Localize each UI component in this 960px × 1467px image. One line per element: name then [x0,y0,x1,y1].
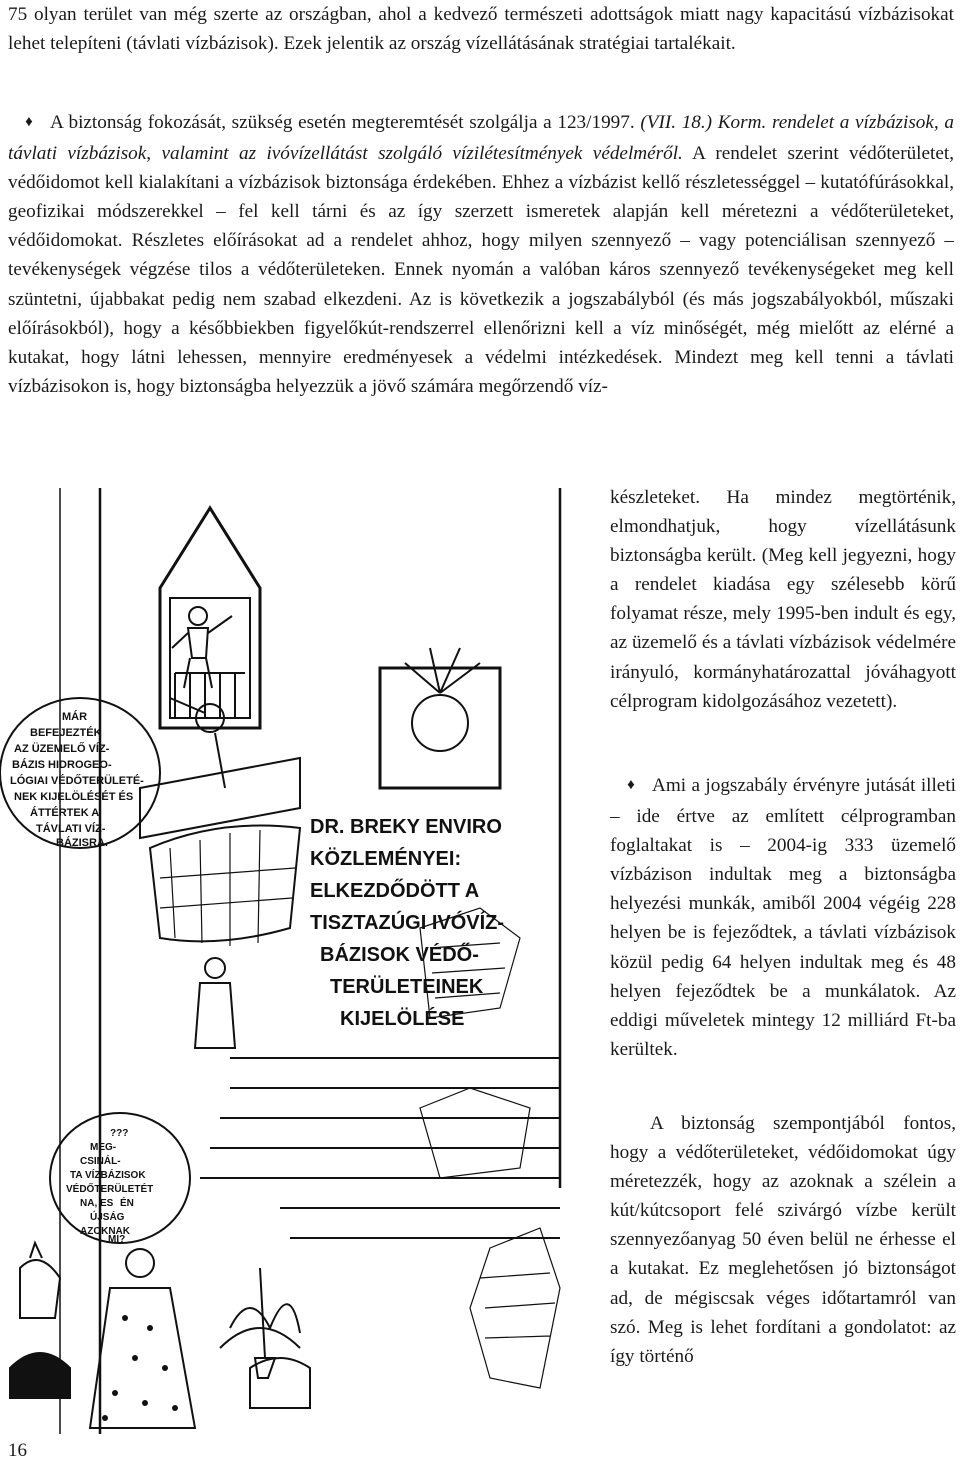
sign-line: DR. BREKY ENVIRO [310,816,502,838]
sign-line: TERÜLETEINEK [330,976,484,998]
speech-bubble-upper [10,710,144,849]
diamond-bullet-icon: ♦ [25,114,33,130]
svg-text:AZOKNAK: AZOKNAK [80,1226,130,1237]
svg-text:???: ??? [110,1128,129,1139]
intro-paragraph: 75 olyan terület van még szerte az országban, ahol a kedvező természeti adottságok miatt nagy kapacitású vízbázisokat lehet telepíteni (távlati vízbázisok). Ezek jelentik az ország vízellátásának stratégiai tartalékait. [8,4,954,55]
sign-line: BÁZISOK VÉDŐ- [320,944,479,966]
svg-text:LÓGIAI VÉDŐTERÜLETÉ-: LÓGIAI VÉDŐTERÜLETÉ- [10,775,144,787]
sign-line: ELKEZDŐDÖTT A [310,880,480,902]
svg-text:ÁTTÉRTEK A: ÁTTÉRTEK A [30,807,100,819]
svg-text:BÁZISRA.: BÁZISRA. [56,837,108,849]
cartoon-illustration [0,488,604,1434]
safety-paragraph: A biztonság szempontjából fontos, hogy a védőterületeket, védőidomokat úgy méretezzék, hogy az azoknak a szélein a kút/kútcsoport felé szivárgó vízbe került szennyezőanyag 50 éven belül ne érhesse el a kutakat. Ez meglehetősen jó biztonságot ad, de mégiscsak véges időtartamról van szó. Meg is lehet fordítani a gondolatot: az így történő [610,1113,956,1367]
decree-title: (VII. 18.) Korm. rendelet a vízbázisok, a távlati vízbázisok, valamint az ivóvízellátást szolgáló vízilétesítmények védelméről. [8,112,954,165]
svg-text:NEK KIJELÖLÉSÉT ÉS: NEK KIJELÖLÉSÉT ÉS [14,791,134,803]
svg-text:AZ ÜZEMELŐ VÍZ-: AZ ÜZEMELŐ VÍZ- [14,743,110,755]
sign-line: KÖZLEMÉNYEI: [310,848,462,870]
svg-text:VÉDŐTERÜLETÉT: VÉDŐTERÜLETÉT [66,1184,154,1195]
svg-text:CSINÁL-: CSINÁL- [80,1156,121,1167]
column-continuation: készleteket. Ha mindez megtörténik, elmondhatjuk, hogy vízellátásunk biztonságba került. (Meg kell jegyezni, hogy a rendelet kiadása egy szélesebb körű folyamat része, mely 1995-ben indult és egy, az üzemelő és a távlati vízbázisok védelmére irányuló, kormányhatározattal jóváhagyott célprogram kidolgozásához vezetett). [610,487,956,712]
svg-text:BEFEJEZTÉK: BEFEJEZTÉK [30,727,102,739]
decree-intro: A biztonság fokozását, szükség esetén megteremtését szolgálja a 123/1997. [50,112,641,133]
implementation-paragraph [610,771,956,1064]
diamond-bullet-icon: ♦ [627,777,635,793]
sign-line: TISZTAZÚGI IVÓVÍZ- [310,912,505,934]
svg-text:TA VÍZBÁZISOK: TA VÍZBÁZISOK [70,1170,146,1181]
svg-text:MEG-: MEG- [90,1142,117,1153]
svg-text:ÚJSÁG: ÚJSÁG [90,1212,125,1223]
sign-line: KIJELÖLÉSE [340,1008,465,1030]
svg-text:BÁZIS HIDROGEO-: BÁZIS HIDROGEO- [12,759,112,771]
svg-text:NA, ES: NA, ES [80,1198,114,1209]
svg-text:TÁVLATI VÍZ-: TÁVLATI VÍZ- [36,823,106,835]
speech-bubble-lower [66,1128,153,1245]
notice-sign [310,816,504,1030]
implementation-text: Ami a jogszabály érvényre jutását illeti – ide értve az említett célprogramban foglaltakat is – 2004-ig 333 üzemelő vízbázison indultak meg a biztonságba helyezési munkák, amiből 2004 végéig 228 helyen be is fejeződtek, a távlati vízbázisok közül pedig 64 helyen indultak meg és 48 helyen fejeződtek be a munkálatok. Az eddigi műveletek mintegy 12 milliárd Ft-ba kerültek. [610,775,956,1060]
svg-text:MI?: MI? [108,1234,126,1245]
svg-text:ÉN: ÉN [120,1198,134,1209]
page-number: 16 [8,1440,27,1461]
decree-body: A rendelet szerint védőterületet, védőidomot kell kialakítani a vízbázisok biztonsága érdekében. Ehhez a vízbázist kellő részletességgel – kutatófúrásokkal, geofizikai módszerekkel – fel kell tárni és az így szerzett ismeretek alapján kell méretezni a védőterületeket, védőidomokat. Részletes előírásokat ad a rendelet ahhoz, hogy milyen szennyező – vagy potenciálisan szennyező – tevékenységek végzése tilos a védőterületeken. Ennek nyomán a valóban káros szennyező tevékenységeket meg kell szüntetni, újabbakat pedig nem szabad elkezdeni. Az is következik a jogszabályból (és más jogszabályokból, műszaki előírásokból), hogy a későbbiekben figyelőkút-rendszerrel ellenőrizni kell a víz minőségét, még mielőtt az elérné a kutakat, hogy látni lehessen, mennyire eredményesek a védelmi intézkedések. Mindezt meg kell tenni a távlati vízbázisokon is, hogy biztonságba helyezzük a jövő számára megőrzendő víz- [8,143,954,397]
svg-text:MÁR: MÁR [62,711,88,723]
decree-paragraph [8,108,954,401]
